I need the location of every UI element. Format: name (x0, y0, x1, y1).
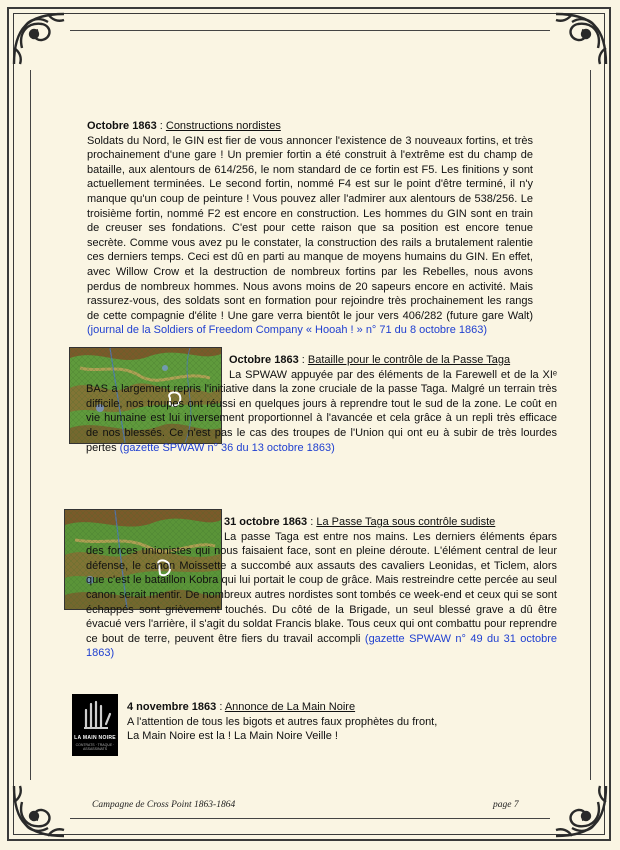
article-title: Bataille pour le contrôle de la Passe Taga (307, 354, 511, 366)
article-line: La Main Noire est la ! La Main Noire Veille ! (127, 730, 338, 743)
right-rule (590, 70, 591, 780)
article-annonce-main-noire (127, 700, 547, 744)
corner-ornament-top-left (8, 8, 70, 70)
article-source-link[interactable]: (journal de la Soldiers of Freedom Company « Hooah ! » n° 71 du 8 octobre 1863) (87, 324, 488, 337)
article-date: 31 octobre 1863 (224, 516, 308, 528)
footer-campaign-title: Campagne de Cross Point 1863-1864 (92, 800, 236, 810)
article-source-link[interactable]: (gazette SPWAW n° 49 du 31 octobre 1863) (86, 632, 557, 660)
article-source-link[interactable]: (gazette SPWAW n° 36 du 13 octobre 1863) (119, 441, 335, 454)
article-line: A l'attention de tous les bigots et autres faux prophètes du front, (127, 715, 438, 728)
separator: : (307, 516, 317, 528)
article-constructions-nordistes (87, 119, 533, 338)
corner-ornament-bottom-right (550, 780, 612, 842)
article-bataille-passe-taga (86, 353, 557, 455)
article-body: Soldats du Nord, le GIN est fier de vous annoncer l'existence de 3 nouveaux fortins, et très prochainement d'une gare ! Un premier fortin a été construit à l'extrême est du champ de bataille, aux alentours de 614/256, le nom standard de ce fortin est F5. Les finitions y sont actuellement terminées. Le second fortin, nommé F4 est sur le point d'être terminé, il n'y manque qu'un coup de peinture ! Vous pouvez aller l'admirer aux alentours de 538/256. Le troisième fortin, nommé F2 est encore en construction. Les hommes du GIN sont en train de creuser ses fondations. C'est pour cette raison que sa position est encore tenue secrète. Comme vous avez pu le constater, la construction des rails a brutalement ralentie ces derniers temps. Ceci est dû en parti au manque de moyens humains du GIN. En effet, avec Willow Crow et la destruction de nombreux fortins par les Rebelles, nous avons perdus de nombreux hommes. Nous avons moins de 20 sapeurs encore en activité. Mais rassurez-vous, des soldats sont en formation pour rejoindre très prochainement les rangs de cette compagnie d'élite ! Une gare verra bientôt le jour vers 406/282 (future gare Walt) (87, 134, 533, 322)
left-rule (30, 70, 31, 780)
corner-ornament-top-right (550, 8, 612, 70)
black-hand-icon (72, 694, 118, 734)
article-body: La passe Taga est entre nos mains. Les derniers éléments épars des forces unionistes qui nous faisaient face, sont en pleine déroute. L'élément central de leur défense, le canon Moissette a succombé aux assauts des cavaliers Leonidas, et Ticlem, alors que c'est le bataillon Kobra qui lui portait le coup de grâce. Mais restreindre cette percée au seul canon serait mentir. De nombreux autres nordistes sont tombés ce week-end et ceux qui se sont échappés sont grièvement touchés. Du côté de la Brigade, un seul blessé grave a dû être évacué vers l'arrière, il s'agit du soldat Francis blake. Tous ceux qui ont combattu pour reprendre ce bout de terre, peuvent être fiers du travail accompli (86, 530, 557, 645)
article-title: La Passe Taga sous contrôle sudiste (316, 516, 496, 528)
la-main-noire-logo (72, 694, 118, 756)
corner-ornament-bottom-left (8, 780, 70, 842)
article-date: Octobre 1863 (229, 354, 299, 366)
separator: : (298, 354, 308, 366)
logo-tagline: CONTRATS · TRAQUE · ASSASSINATS (75, 743, 115, 751)
article-date: Octobre 1863 (87, 120, 157, 132)
article-body: La SPWAW appuyée par des éléments de la Farewell et de la XIᵉ BAS a largement repris l'initiative dans la zone cruciale de la passe Taga. Malgré un terrain très difficile, nos troupes ont réussi en quelques jours à reprendre tout le sud de la zone. Le coût en vie humaine est lui inversement proportionnel à l'avancée et cela grâce à un repli très efficace de nos blessés. Ce n'est pas le cas des troupes de l'Union qui ont eu à subir de très lourdes pertes (86, 368, 557, 454)
footer-page-number: page 7 (493, 800, 519, 810)
bottom-rule (70, 818, 550, 819)
separator: : (216, 701, 225, 713)
separator: : (156, 120, 166, 132)
article-passe-taga-controle-sudiste (86, 515, 557, 661)
article-title: Constructions nordistes (165, 120, 281, 132)
logo-name: LA MAIN NOIRE (74, 735, 116, 741)
top-rule (70, 30, 550, 31)
article-title: Annonce de La Main Noire (224, 701, 356, 713)
article-date: 4 novembre 1863 (127, 701, 217, 713)
